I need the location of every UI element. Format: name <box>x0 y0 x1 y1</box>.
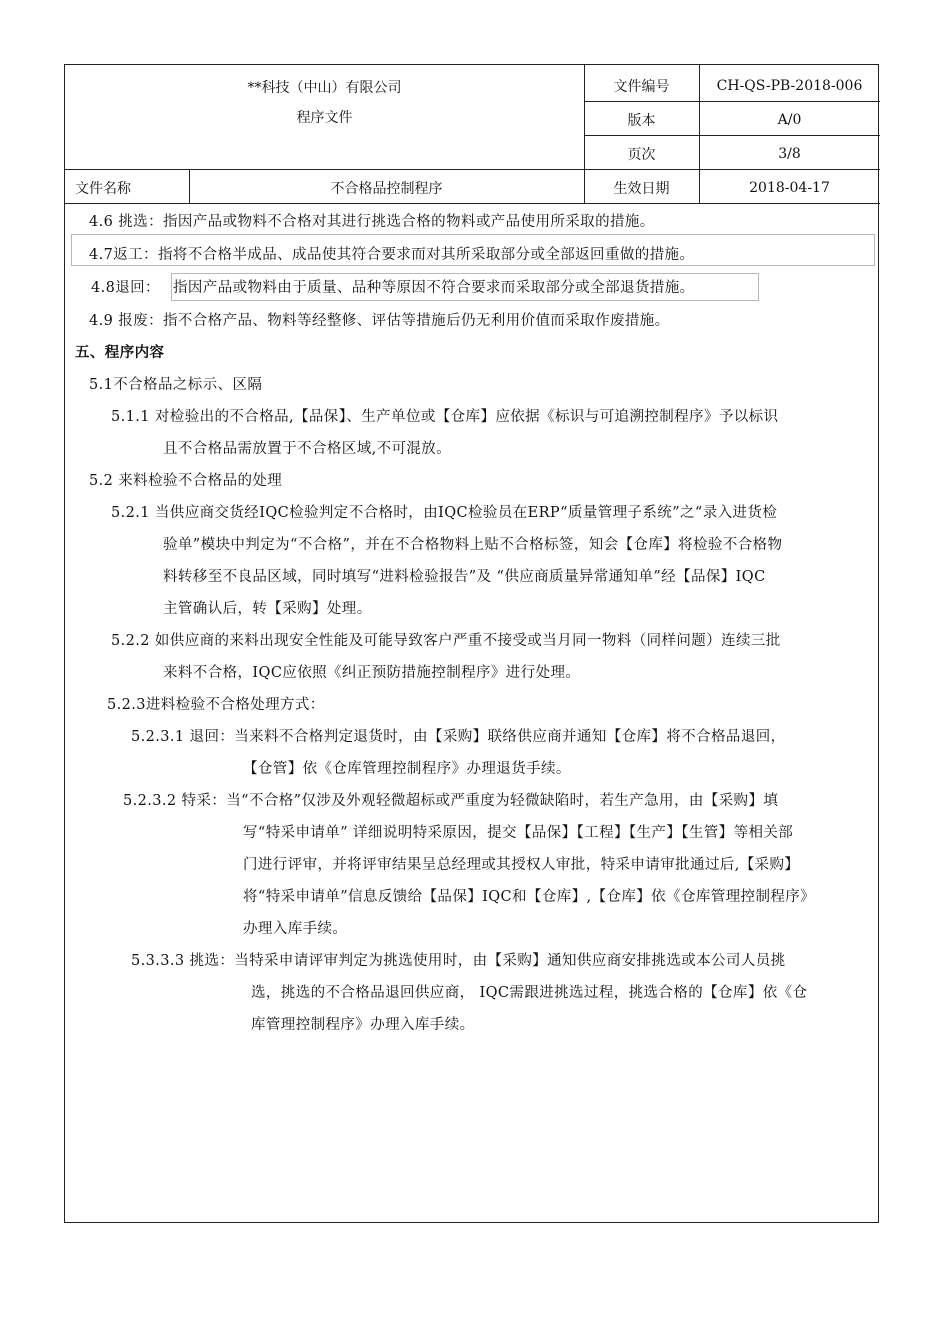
section-5-heading: 五、程序内容 <box>75 345 165 361</box>
clause-5-2-1-line4: 主管确认后，转【采购】处理。 <box>163 601 372 617</box>
doc-name-value: 不合格品控制程序 <box>330 181 443 197</box>
clause-5-2-1-line1: 5.2.1 当供应商交货经IQC检验判定不合格时，由IQC检验员在ERP“质量管理子系统”之“录入进货检 <box>111 505 778 521</box>
doc-no-label: 文件编号 <box>613 79 670 95</box>
clause-5-1-1-line1: 5.1.1 对检验出的不合格品,【品保】、生产单位或【仓库】应依据《标识与可追溯控制程序》予以标识 <box>111 409 779 425</box>
clause-4-8-label: 4.8退回： <box>91 280 160 296</box>
document-page <box>64 64 879 1223</box>
clause-5-2-3-2-line4: 将“特采申请单”信息反馈给【品保】IQC和【仓库】,【仓库】依《仓库管理控制程序》 <box>243 889 816 905</box>
doc-type: 程序文件 <box>296 110 353 126</box>
clause-5-2-3: 5.2.3进料检验不合格处理方式： <box>107 697 325 713</box>
clause-5-2-3-2-line5: 办理入库手续。 <box>243 921 348 937</box>
version-value: A/0 <box>777 112 802 128</box>
page-label: 页次 <box>627 147 656 163</box>
clause-5-2-3-1-line1: 5.2.3.1 退回：当来料不合格判定退货时，由【采购】联络供应商并通知【仓库】将不合格品退回， <box>131 729 786 745</box>
clause-5-2-1-line3: 料转移至不良品区域，同时填写“进料检验报告”及 “供应商质量异常通知单”经【品保】IQC <box>163 569 766 585</box>
clause-5-3-3-3-line1: 5.3.3.3 挑选：当特采申请评审判定为挑选使用时，由【采购】通知供应商安排挑选或本公司人员挑 <box>131 953 786 969</box>
clause-5-3-3-3-line2: 选，挑选的不合格品退回供应商， IQC需跟进挑选过程，挑选合格的【仓库】依《仓 <box>251 985 808 1001</box>
page-value: 3/8 <box>778 146 801 162</box>
clause-5-3-3-3-line3: 库管理控制程序》办理入库手续。 <box>251 1017 475 1033</box>
clause-5-2-3-2-line1: 5.2.3.2 特采：当“不合格”仅涉及外观轻微超标或严重度为轻微缺陷时，若生产急用，由【采购】填 <box>123 793 779 809</box>
clause-5-2-2-line2: 来料不合格，IQC应依照《纠正预防措施控制程序》进行处理。 <box>163 665 581 681</box>
clause-5-2-1-line2: 验单”模块中判定为“不合格”，并在不合格物料上贴不合格标签，知会【仓库】将检验不合格物 <box>163 537 783 553</box>
clause-5-1-1-line2: 且不合格品需放置于不合格区域,不可混放。 <box>163 441 452 457</box>
doc-name-label: 文件名称 <box>75 181 131 197</box>
clause-5-2-3-2-line2: 写“特采申请单” 详细说明特采原因，提交【品保】【工程】【生产】【生管】等相关部 <box>243 825 794 841</box>
effective-date-label: 生效日期 <box>613 181 670 197</box>
company-name: **科技（中山）有限公司 <box>247 80 402 96</box>
clause-5-2-3-1-line2: 【仓管】依《仓库管理控制程序》办理退货手续。 <box>243 761 571 777</box>
effective-date-value: 2018-04-17 <box>749 180 830 196</box>
clause-4-6: 4.6 挑选：指因产品或物料不合格对其进行挑选合格的物料或产品使用所采取的措施。 <box>89 214 655 230</box>
clause-4-9: 4.9 报废：指不合格产品、物料等经整修、评估等措施后仍无利用价值而采取作废措施。 <box>89 313 670 329</box>
clause-5-2-2-line1: 5.2.2 如供应商的来料出现安全性能及可能导致客户严重不接受或当月同一物料（同样问题）连续三批 <box>111 633 781 649</box>
doc-no-value: CH-QS-PB-2018-006 <box>716 78 863 94</box>
version-label: 版本 <box>627 113 656 129</box>
clause-4-7: 4.7返工：指将不合格半成品、成品使其符合要求而对其所采取部分或全部返回重做的措施。 <box>89 247 695 263</box>
clause-5-2-3-2-line3: 门进行评审，并将评审结果呈总经理或其授权人审批，特采申请审批通过后,【采购】 <box>243 857 800 873</box>
clause-4-8-text: 指因产品或物料由于质量、品种等原因不符合要求而采取部分或全部退货措施。 <box>173 280 695 296</box>
clause-5-2: 5.2 来料检验不合格品的处理 <box>89 473 283 489</box>
clause-5-1: 5.1不合格品之标示、区隔 <box>89 377 263 393</box>
